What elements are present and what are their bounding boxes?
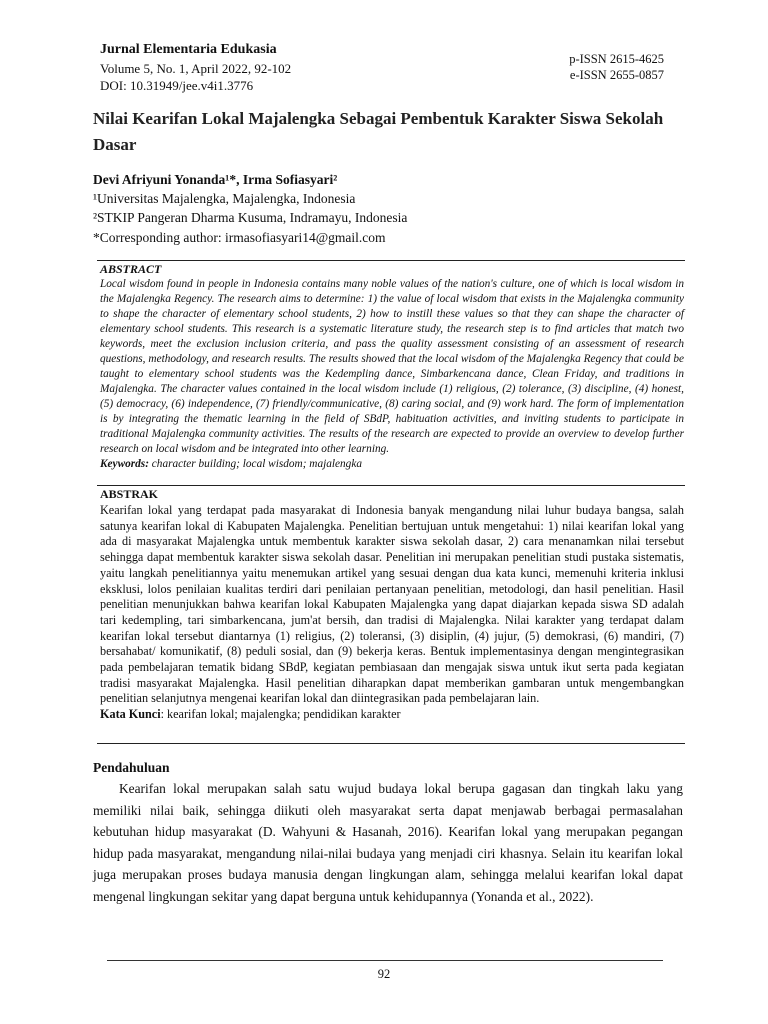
footer-rule: [107, 960, 663, 961]
article-title: Nilai Kearifan Lokal Majalengka Sebagai Pembentuk Karakter Siswa Sekolah Dasar: [93, 109, 664, 154]
keywords-line: [100, 457, 684, 472]
abstract-indonesian: [100, 487, 684, 723]
keywords-value: character building; local wisdom; majalengka: [151, 458, 362, 470]
journal-doi[interactable]: DOI: 10.31949/jee.v4i1.3776: [100, 78, 254, 93]
abstract-heading: ABSTRACT: [100, 262, 162, 276]
e-issn: e-ISSN 2655-0857: [569, 68, 664, 82]
kata-kunci-value: : kearifan lokal; majalengka; pendidikan karakter: [160, 707, 401, 722]
abstract-english: [100, 262, 684, 472]
abstrak-text: Kearifan lokal yang terdapat pada masyarakat di Indonesia banyak mengandung nilai luhur budaya bangsa, salah satunya kearifan lokal di Kabupaten Majalengka. Penelitian bertujuan untuk mengetahui: 1) nilai kearifan lokal yang ada di masyarakat Majalengka untuk membentuk karakter siswa sekolah dasar, 2) cara menanamkan nilai tersebut sehingga dapat membentuk karakter siswa sekolah dasar. Penelitian ini merupakan penelitian studi pustaka sistematis, yaitu langkah penelitiannya yaitu menemukan artikel yang sesuai dengan dua kata kunci, memenuhi kriteria inklusi eksklusi, lolos penilaian kualitas terdiri dari penilaian pertanyaan penelitian, metodologi, dan hasil penelitian. Hasil penelitian menunjukkan bahwa kearifan lokal Kabupaten Majalengka yang dapat diajarkan kepada siswa SD adalah tari kedempling, tari simbarkencana, jum'at bersih, dan tradisi di Majalengka. Nilai karakter yang terdapat dalam kearifan lokal tersebut diantarnya (1) religius, (2) toleransi, (3) disiplin, (4) jujur, (5) demokrasi, (6) mandiri, (7) bersahabat/ komunikatif, (8) peduli sosial, dan (9) bekerja keras. Bentuk implementasinya dengan mengintegrasikan pada pembelajaran tematik bidang SBdP, kegiatan pembiasaan dan mengajak siswa untuk ikut serta pada kegiatan tradisi masyarakat Majalengka. Hasil penelitian diharapkan dapat memberikan gambaran untuk mengembangkan penelitian selanjutnya mengenai kearifan lokal dan diintegrasikan pada pembelajaran lain.: [100, 503, 684, 706]
corresponding-author[interactable]: *Corresponding author: irmasofiasyari14@gmail.com: [93, 230, 386, 245]
affiliation-2: ²STKIP Pangeran Dharma Kusuma, Indramayu, Indonesia: [93, 210, 408, 225]
introduction-paragraph: Kearifan lokal merupakan salah satu wujud budaya lokal berupa gagasan dan tingkah laku yang memiliki nilai baik, sehingga diikuti oleh masyarakat serta dapat menjawab berbagai permasalahan kebutuhan hidup masyarakat (D. Wahyuni & Hasanah, 2016). Kearifan lokal yang merupakan pegangan hidup pada masyarakat, mengandung nilai-nilai budaya yang menjadi ciri khasnya. Selain itu kearifan lokal juga merupakan proses budaya manusia dengan lingkungan alam, sehingga melalui kearifan lokal dapat mengenal lingkungan sekitar yang dapat berguna untuk kehidupannya (Yonanda et al., 2022).: [93, 781, 683, 904]
p-issn: p-ISSN 2615-4625: [569, 52, 664, 66]
page-number: 92: [377, 967, 391, 981]
abstract-text: Local wisdom found in people in Indonesia contains many noble values of the nation's culture, one of which is local wisdom in the Majalengka Regency. The research aims to determine: 1) the value of local wisdom that exists in the Majalengka community to shape the character of elementary school students, 2) how to instill these values so that they can shape the character of elementary school students. This research is a systematic literature study, the research step is to find articles that match two keywords, meet the exclusion inclusion criteria, and pass the quality assessment consisting of an assessment of research questions, methodology, and research results. The results showed that the local wisdom of the Majalengka Regency that could be taught to elementary school students was the Kedempling dance, Simbarkencana dance, Clean Friday, and traditions in Majalengka. The character values contained in the local wisdom include (1) religious, (2) tolerance, (3) discipline, (4) honest, (5) democracy, (6) independence, (7) friendly/communicative, (8) caring social, and (9) work hard. The form of implementation is by integrating the thematic learning in the field of SBdP, habituation activities, and inviting students to participate in traditional Majalengka community activities. The results of the research are expected to provide an overview to develop further research on local wisdom and be integrated into other learning.: [100, 278, 684, 455]
divider-bottom: [97, 743, 685, 744]
section-heading-introduction: Pendahuluan: [93, 760, 170, 775]
kata-kunci-line: [100, 707, 684, 723]
abstrak-heading: ABSTRAK: [100, 487, 159, 501]
keywords-label: Keywords:: [100, 458, 149, 470]
divider-middle: [97, 485, 685, 486]
authors: Devi Afriyuni Yonanda¹*, Irma Sofiasyari²: [93, 172, 338, 187]
divider-top: [97, 260, 685, 261]
affiliation-1: ¹Universitas Majalengka, Majalengka, Indonesia: [93, 191, 356, 206]
kata-kunci-label: Kata Kunci: [100, 707, 161, 722]
journal-volume: Volume 5, No. 1, April 2022, 92-102: [100, 61, 292, 76]
journal-name: Jurnal Elementaria Edukasia: [100, 42, 277, 57]
